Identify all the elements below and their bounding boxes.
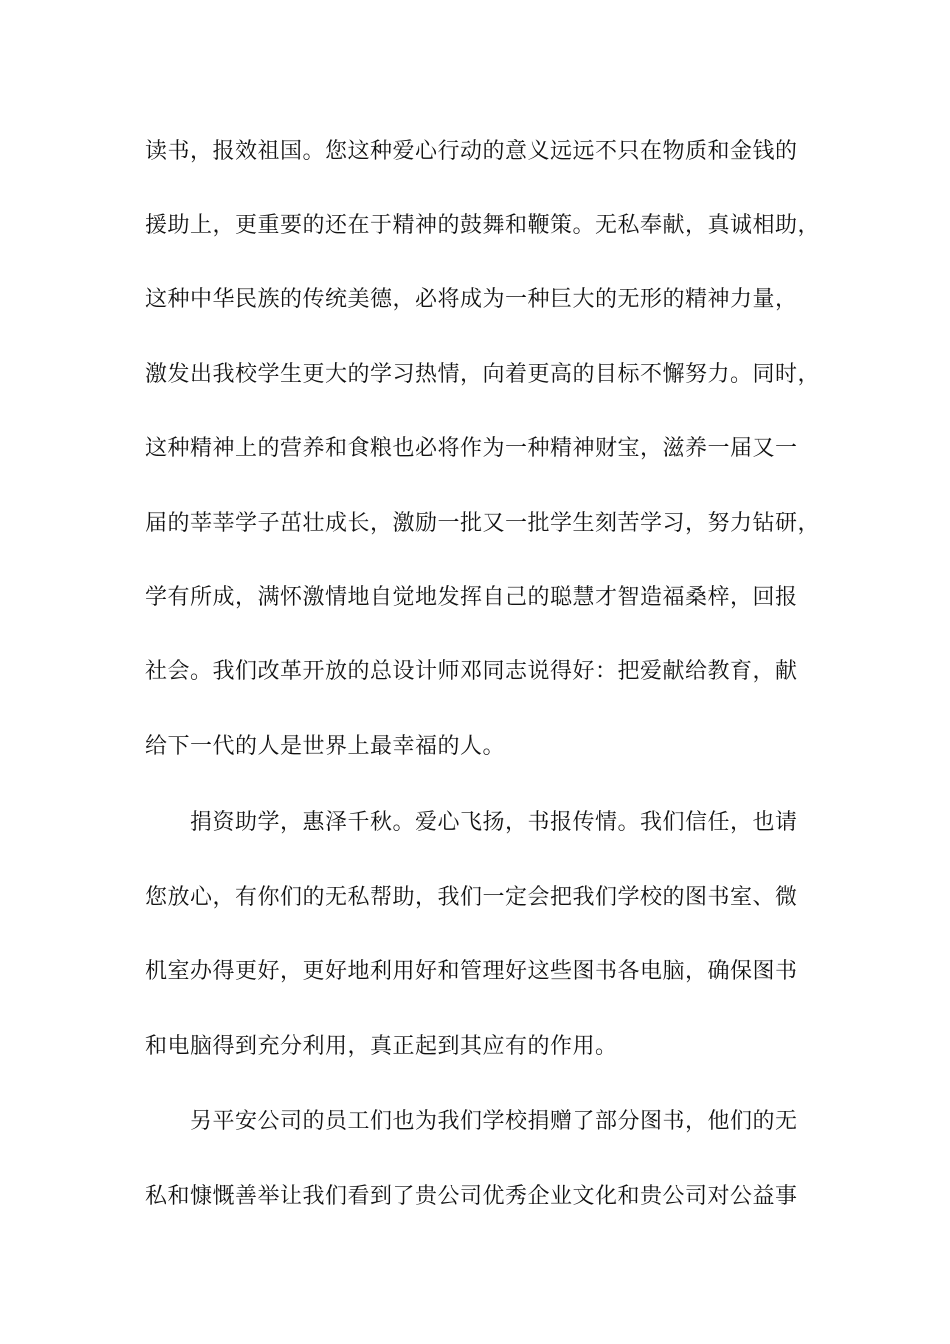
- paragraph-2-line-2: 您放心，有你们的无私帮助，我们一定会把我们学校的图书室、微: [145, 885, 798, 910]
- paragraph-1-line-8: 社会。我们改革开放的总设计师邓同志说得好：把爱献给教育，献: [145, 659, 798, 684]
- paragraph-1-line-5: 这种精神上的营养和食粮也必将作为一种精神财宝，滋养一届又一: [145, 436, 798, 461]
- paragraph-1-line-9: 给下一代的人是世界上最幸福的人。: [145, 734, 506, 759]
- paragraph-1-line-7: 学有所成，满怀激情地自觉地发挥自己的聪慧才智造福桑梓，回报: [145, 585, 798, 610]
- paragraph-1-line-1: 读书，报效祖国。您这种爱心行动的意义远远不只在物质和金钱的: [145, 139, 798, 164]
- paragraph-2-line-3: 机室办得更好，更好地利用好和管理好这些图书各电脑，确保图书: [145, 959, 798, 984]
- paragraph-1-line-2: 援助上，更重要的还在于精神的鼓舞和鞭策。无私奉献，真诚相助，: [145, 213, 821, 238]
- paragraph-2-line-4: 和电脑得到充分利用，真正起到其应有的作用。: [145, 1034, 618, 1059]
- paragraph-2-line-1: 捐资助学，惠泽千秋。爱心飞扬，书报传情。我们信任，也请: [190, 810, 798, 835]
- paragraph-1-line-6: 届的莘莘学子茁壮成长，激励一批又一批学生刻苦学习，努力钻研，: [145, 511, 821, 536]
- paragraph-1-line-3: 这种中华民族的传统美德，必将成为一种巨大的无形的精神力量，: [145, 287, 798, 312]
- paragraph-1-line-4: 激发出我校学生更大的学习热情，向着更高的目标不懈努力。同时，: [145, 362, 821, 387]
- paragraph-3-line-1: 另平安公司的员工们也为我们学校捐赠了部分图书，他们的无: [190, 1109, 798, 1134]
- paragraph-3-line-2: 私和慷慨善举让我们看到了贵公司优秀企业文化和贵公司对公益事: [145, 1184, 798, 1209]
